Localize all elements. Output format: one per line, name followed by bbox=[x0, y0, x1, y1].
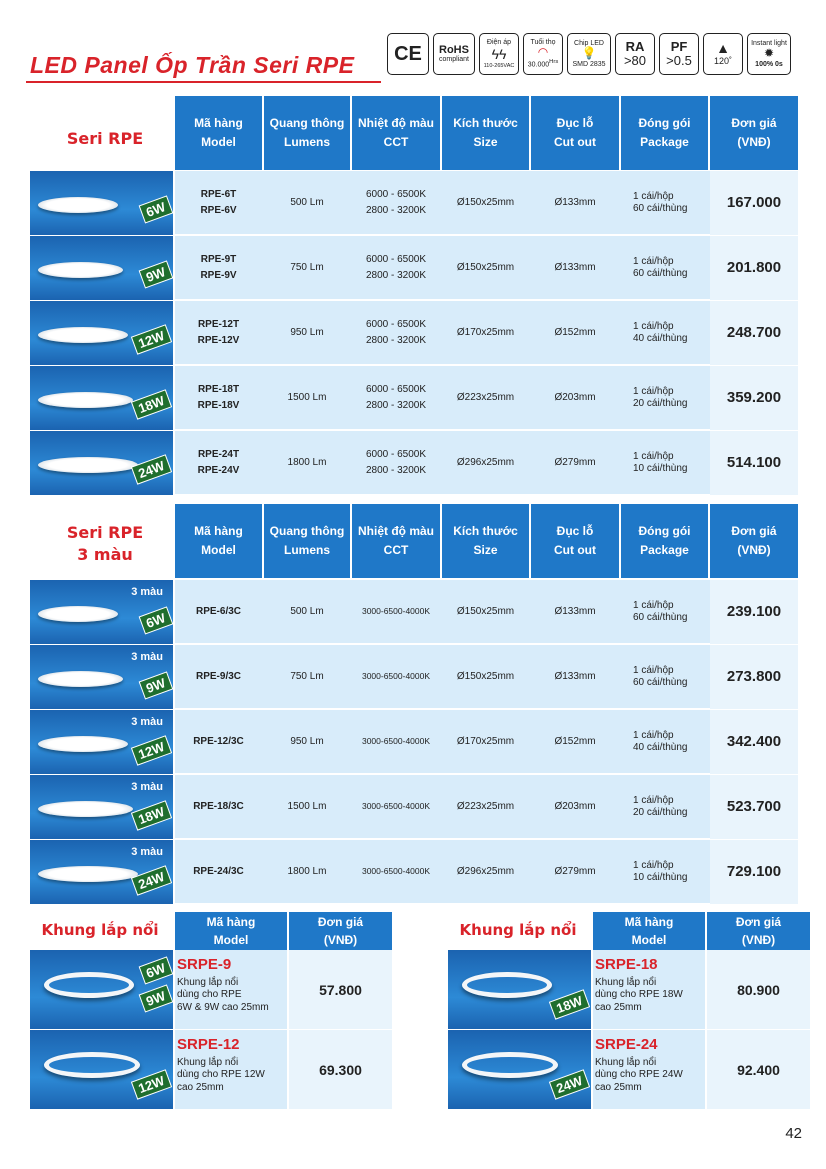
three-color-label: 3 màu bbox=[131, 846, 163, 858]
cell-lumens: 950 Lm bbox=[290, 327, 324, 338]
ra-icon: RA >80 bbox=[615, 33, 655, 75]
cell-cutout: Ø133mm bbox=[554, 671, 596, 682]
cell-lumens: 1500 Lm bbox=[287, 392, 327, 403]
cell-model: RPE-18/3C bbox=[193, 801, 244, 812]
cell-package: 1 cái/hộp 60 cái/thùng bbox=[633, 191, 688, 214]
cell-size: Ø296x25mm bbox=[456, 866, 515, 877]
frame-description: Khung lắp nổi dùng cho RPE 12W cao 25mm bbox=[177, 1056, 265, 1093]
cell-cutout: Ø152mm bbox=[554, 327, 596, 338]
wattage-badge: 9W bbox=[139, 986, 171, 1011]
cell-model: RPE-18T RPE-18V bbox=[197, 384, 240, 411]
cell-price: 514.100 bbox=[710, 431, 798, 495]
cell-cct: 3000-6500-4000K bbox=[361, 736, 431, 747]
cell-cutout: Ø152mm bbox=[554, 736, 596, 747]
cell-size: Ø223x25mm bbox=[456, 392, 515, 403]
wattage-badge: 9W bbox=[139, 262, 171, 287]
cell-size: Ø296x25mm bbox=[456, 457, 515, 468]
cell-package: 1 cái/hộp 10 cái/thùng bbox=[633, 860, 688, 883]
frame-description: Khung lắp nổi dùng cho RPE 24W cao 25mm bbox=[595, 1056, 683, 1093]
frame-description: Khung lắp nổi dùng cho RPE 18W cao 25mm bbox=[595, 976, 683, 1013]
table-row bbox=[30, 645, 798, 709]
cell-size: Ø150x25mm bbox=[456, 671, 515, 682]
frame-ring-icon bbox=[44, 1052, 140, 1078]
cell-cutout: Ø279mm bbox=[554, 866, 596, 877]
frame-code: SRPE-12 bbox=[177, 1036, 240, 1053]
cell-package: 1 cái/hộp 40 cái/thùng bbox=[633, 321, 688, 344]
wattage-badge: 18W bbox=[132, 802, 170, 830]
cell-package: 1 cái/hộp 60 cái/thùng bbox=[633, 665, 688, 688]
cell-cct: 3000-6500-4000K bbox=[361, 801, 431, 812]
cell-price: 248.700 bbox=[710, 301, 798, 365]
panel-light-icon bbox=[38, 606, 118, 622]
wattage-badge: 6W bbox=[139, 608, 171, 633]
frame-price: 92.400 bbox=[707, 1030, 810, 1109]
header-cutout: Đục lỗ Cut out bbox=[531, 504, 619, 578]
header-size: Kích thước Size bbox=[442, 504, 529, 578]
product-image bbox=[30, 301, 173, 365]
cell-model: RPE-6T RPE-6V bbox=[200, 189, 237, 216]
cell-cct: 3000-6500-4000K bbox=[361, 606, 431, 617]
header-lumens: Quang thông Lumens bbox=[264, 96, 350, 170]
cell-lumens: 750 Lm bbox=[290, 262, 324, 273]
cell-model: RPE-6/3C bbox=[195, 606, 241, 617]
frames-header-model: Mã hàng Model bbox=[175, 912, 287, 950]
cell-cutout: Ø203mm bbox=[554, 801, 596, 812]
product-image bbox=[30, 840, 173, 904]
wattage-badge: 24W bbox=[132, 456, 170, 484]
cell-cutout: Ø133mm bbox=[554, 606, 596, 617]
panel-light-icon bbox=[38, 262, 123, 278]
cell-price: 729.100 bbox=[710, 840, 798, 904]
cell-cutout: Ø203mm bbox=[554, 392, 596, 403]
panel-light-icon bbox=[38, 736, 128, 752]
frame-image bbox=[448, 1030, 591, 1109]
lifetime-icon: Tuổi thọ ◠ $30.000^{Hrs}$ bbox=[523, 33, 563, 75]
cell-package: 1 cái/hộp 20 cái/thùng bbox=[633, 386, 688, 409]
cell-package: 1 cái/hộp 10 cái/thùng bbox=[633, 451, 688, 474]
cell-price: 239.100 bbox=[710, 580, 798, 644]
panel-light-icon bbox=[38, 866, 138, 882]
chip-led-icon: Chip LED 💡 SMD 2835 bbox=[567, 33, 611, 75]
frame-price: 80.900 bbox=[707, 950, 810, 1029]
frame-description: Khung lắp nổi dùng cho RPE 6W & 9W cao 25mm bbox=[177, 976, 269, 1013]
cell-cct: 6000 - 6500K 2800 - 3200K bbox=[365, 319, 427, 346]
title-underline bbox=[26, 81, 381, 83]
frame-code: SRPE-18 bbox=[595, 956, 658, 973]
cell-model: RPE-24/3C bbox=[193, 866, 244, 877]
cell-size: Ø223x25mm bbox=[456, 801, 515, 812]
frame-ring-icon bbox=[462, 972, 552, 998]
cell-package: 1 cái/hộp 20 cái/thùng bbox=[633, 795, 688, 818]
panel-light-icon bbox=[38, 197, 118, 213]
frame-code: SRPE-9 bbox=[177, 956, 232, 973]
table-row bbox=[30, 171, 798, 235]
header-size: Kích thước Size bbox=[442, 96, 529, 170]
cell-model: RPE-12T RPE-12V bbox=[197, 319, 240, 346]
cell-package: 1 cái/hộp 60 cái/thùng bbox=[633, 600, 688, 623]
header-price: Đơn giá (VNĐ) bbox=[710, 504, 798, 578]
table-row bbox=[30, 580, 798, 644]
cell-size: Ø150x25mm bbox=[456, 606, 515, 617]
section-title-rpe-3color: Seri RPE 3 màu bbox=[66, 523, 144, 565]
cell-package: 1 cái/hộp 40 cái/thùng bbox=[633, 730, 688, 753]
wattage-badge: 6W bbox=[139, 958, 171, 983]
three-color-label: 3 màu bbox=[131, 716, 163, 728]
cell-size: Ø170x25mm bbox=[456, 327, 515, 338]
header-package: Đóng gói Package bbox=[621, 504, 708, 578]
cell-model: RPE-24T RPE-24V bbox=[197, 449, 240, 476]
cell-lumens: 500 Lm bbox=[290, 606, 324, 617]
frames-title-right: Khung lắp nổi bbox=[459, 921, 577, 939]
cell-lumens: 750 Lm bbox=[290, 671, 324, 682]
frame-model bbox=[595, 956, 705, 1014]
cell-price: 523.700 bbox=[710, 775, 798, 839]
cell-model: RPE-9T RPE-9V bbox=[200, 254, 237, 281]
cell-lumens: 1800 Lm bbox=[287, 866, 327, 877]
section-title-rpe: Seri RPE bbox=[66, 129, 144, 148]
wattage-badge: 18W bbox=[132, 391, 170, 419]
table-row bbox=[30, 840, 798, 904]
panel-light-icon bbox=[38, 457, 138, 473]
table-row bbox=[30, 301, 798, 365]
header-lumens: Quang thông Lumens bbox=[264, 504, 350, 578]
cell-size: Ø170x25mm bbox=[456, 736, 515, 747]
header-cutout: Đục lỗ Cut out bbox=[531, 96, 619, 170]
product-image bbox=[30, 580, 173, 644]
product-image bbox=[30, 236, 173, 300]
frame-image bbox=[448, 950, 591, 1029]
cell-cct: 6000 - 6500K 2800 - 3200K bbox=[365, 189, 427, 216]
wattage-badge: 12W bbox=[132, 737, 170, 765]
beam-angle-icon: ▲ 120˚ bbox=[703, 33, 743, 75]
frame-image bbox=[30, 1030, 173, 1109]
table-row bbox=[30, 431, 798, 495]
header-package: Đóng gói Package bbox=[621, 96, 708, 170]
product-image bbox=[30, 366, 173, 430]
cell-price: 273.800 bbox=[710, 645, 798, 709]
instant-light-icon: Instant light ✹ 100% 0s bbox=[747, 33, 791, 75]
frame-model bbox=[595, 1036, 705, 1094]
table-row bbox=[30, 710, 798, 774]
page-title: LED Panel Ốp Trần Seri RPE bbox=[30, 52, 355, 78]
certification-icons bbox=[387, 33, 791, 75]
frames-header-price: Đơn giá (VNĐ) bbox=[707, 912, 810, 950]
frame-model-cell bbox=[175, 1030, 287, 1109]
cell-cutout: Ø133mm bbox=[554, 262, 596, 273]
frame-model-cell bbox=[593, 1030, 705, 1109]
cell-cct: 6000 - 6500K 2800 - 3200K bbox=[365, 449, 427, 476]
cell-cutout: Ø133mm bbox=[554, 197, 596, 208]
cell-lumens: 1500 Lm bbox=[287, 801, 327, 812]
frame-model-cell bbox=[593, 950, 705, 1029]
table-row bbox=[30, 236, 798, 300]
panel-light-icon bbox=[38, 327, 128, 343]
cell-cct: 3000-6500-4000K bbox=[361, 671, 431, 682]
frame-price: 57.800 bbox=[289, 950, 392, 1029]
table-row bbox=[30, 366, 798, 430]
wattage-badge: 24W bbox=[132, 867, 170, 895]
cell-lumens: 1800 Lm bbox=[287, 457, 327, 468]
frames-title-left: Khung lắp nổi bbox=[41, 921, 159, 939]
frames-header-price: Đơn giá (VNĐ) bbox=[289, 912, 392, 950]
cell-lumens: 500 Lm bbox=[290, 197, 324, 208]
frame-price: 69.300 bbox=[289, 1030, 392, 1109]
cell-size: Ø150x25mm bbox=[456, 197, 515, 208]
panel-light-icon bbox=[38, 671, 123, 687]
three-color-label: 3 màu bbox=[131, 586, 163, 598]
cell-package: 1 cái/hộp 60 cái/thùng bbox=[633, 256, 688, 279]
wattage-badge: 18W bbox=[550, 991, 588, 1019]
cell-lumens: 950 Lm bbox=[290, 736, 324, 747]
frames-header-model: Mã hàng Model bbox=[593, 912, 705, 950]
cell-price: 359.200 bbox=[710, 366, 798, 430]
wattage-badge: 12W bbox=[132, 1071, 170, 1099]
three-color-label: 3 màu bbox=[131, 781, 163, 793]
three-color-label: 3 màu bbox=[131, 651, 163, 663]
cell-model: RPE-9/3C bbox=[195, 671, 241, 682]
wattage-badge: 9W bbox=[139, 673, 171, 698]
product-image bbox=[30, 775, 173, 839]
header-model: Mã hàng Model bbox=[175, 504, 262, 578]
table-row bbox=[30, 775, 798, 839]
page-number: 42 bbox=[785, 1125, 802, 1142]
ce-icon: CE bbox=[387, 33, 429, 75]
voltage-icon: Điện áp ϟϟ 110-265VAC bbox=[479, 33, 519, 75]
cell-cct: 6000 - 6500K 2800 - 3200K bbox=[365, 254, 427, 281]
cell-model: RPE-12/3C bbox=[193, 736, 244, 747]
product-image bbox=[30, 710, 173, 774]
product-image bbox=[30, 645, 173, 709]
product-image bbox=[30, 431, 173, 495]
product-image bbox=[30, 171, 173, 235]
pf-icon: PF >0.5 bbox=[659, 33, 699, 75]
header-cct: Nhiệt độ màu CCT bbox=[352, 96, 440, 170]
cell-cutout: Ø279mm bbox=[554, 457, 596, 468]
frame-ring-icon bbox=[462, 1052, 558, 1078]
wattage-badge: 24W bbox=[550, 1071, 588, 1099]
cell-cct: 3000-6500-4000K bbox=[361, 866, 431, 877]
frame-model bbox=[177, 956, 287, 1014]
wattage-badge: 6W bbox=[139, 197, 171, 222]
wattage-badge: 12W bbox=[132, 326, 170, 354]
cell-cct: 6000 - 6500K 2800 - 3200K bbox=[365, 384, 427, 411]
cell-price: 342.400 bbox=[710, 710, 798, 774]
frame-ring-icon bbox=[44, 972, 134, 998]
panel-light-icon bbox=[38, 801, 133, 817]
frame-model bbox=[177, 1036, 287, 1094]
frame-model-cell bbox=[175, 950, 287, 1029]
frame-image bbox=[30, 950, 173, 1029]
frame-code: SRPE-24 bbox=[595, 1036, 658, 1053]
panel-light-icon bbox=[38, 392, 133, 408]
header-model: Mã hàng Model bbox=[175, 96, 262, 170]
header-price: Đơn giá (VNĐ) bbox=[710, 96, 798, 170]
cell-size: Ø150x25mm bbox=[456, 262, 515, 273]
cell-price: 167.000 bbox=[710, 171, 798, 235]
cell-price: 201.800 bbox=[710, 236, 798, 300]
rohs-icon: RoHS compliant bbox=[433, 33, 475, 75]
header-cct: Nhiệt độ màu CCT bbox=[352, 504, 440, 578]
